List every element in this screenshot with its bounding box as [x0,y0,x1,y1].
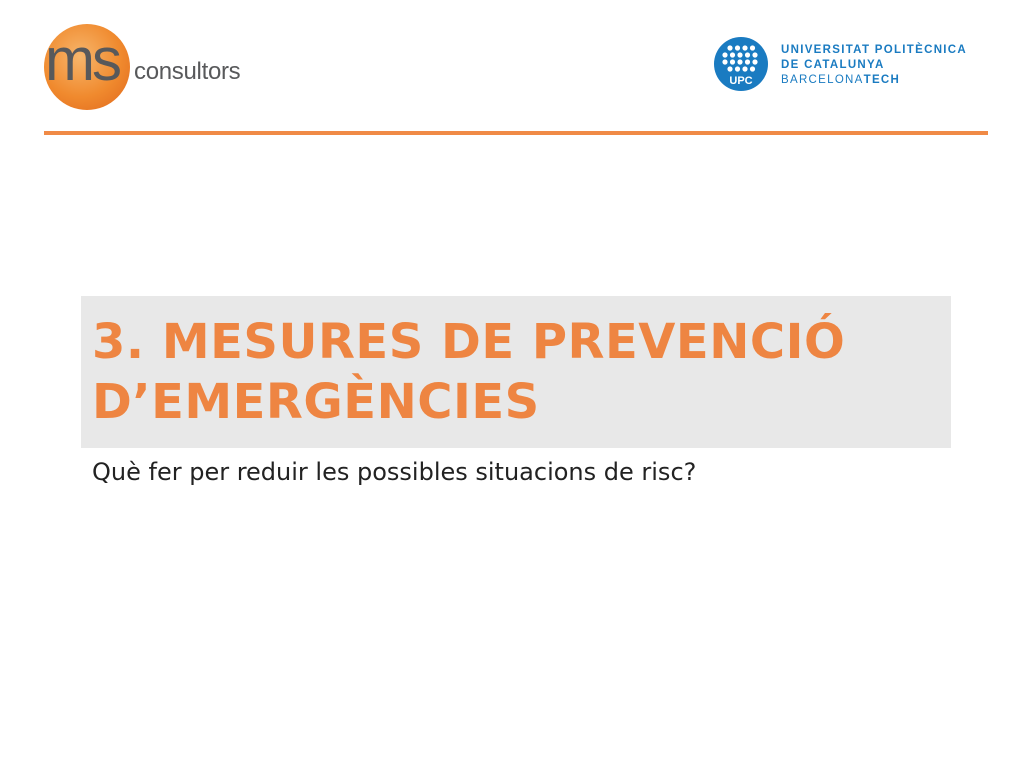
upc-line-3-regular: BARCELONA [781,74,864,86]
upc-dot-grid-icon [713,36,769,92]
upc-line-3 [781,73,967,88]
ms-logo-mark: ms [45,26,119,93]
upc-logo [713,36,993,94]
svg-text:UPC: UPC [729,75,753,87]
slide-title-line-1: 3. MESURES DE PREVENCIÓ [92,314,846,370]
upc-line-2: DE CATALUNYA [781,59,885,71]
header-divider [44,131,988,135]
upc-wordmark [781,43,967,88]
slide-subtitle: Què fer per reduir les possibles situacions de risc? [92,458,697,486]
upc-line-3-bold: TECH [863,74,901,86]
ms-logo-word: consultors [134,58,241,85]
title-box [81,296,951,448]
upc-line-1: UNIVERSITAT POLITÈCNICA [781,44,968,56]
ms-consultors-logo [42,22,282,114]
slide-title [92,312,942,432]
slide-title-line-2: D’EMERGÈNCIES [92,374,540,430]
